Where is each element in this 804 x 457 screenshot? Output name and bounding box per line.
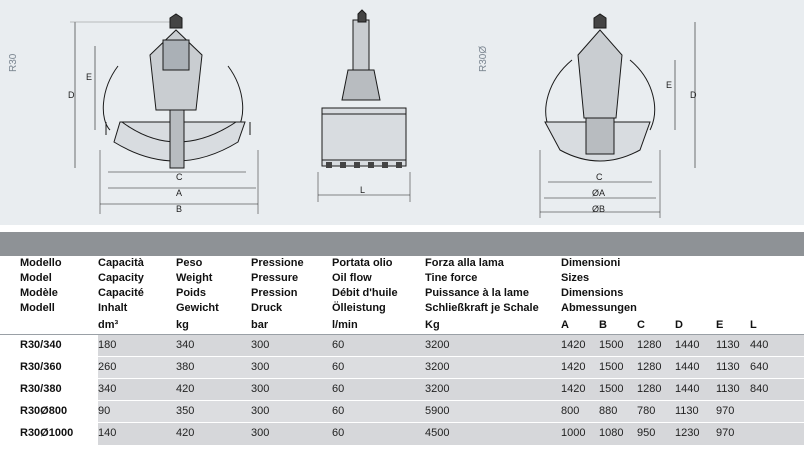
- hdr-weight: Gewicht: [176, 302, 219, 314]
- value-cell: [750, 423, 804, 445]
- header-row-de: [0, 301, 804, 316]
- value-cell: 1420: [561, 357, 599, 379]
- hdr-dimensions: Sizes: [561, 272, 590, 284]
- hdr-tineforce: Puissance à la lame: [425, 287, 529, 299]
- hdr-oilflow: Portata olio: [332, 257, 393, 269]
- value-cell: 420: [176, 379, 251, 401]
- value-cell: 1280: [637, 335, 675, 357]
- hdr-tineforce: Forza alla lama: [425, 257, 504, 269]
- spec-table: [0, 256, 804, 445]
- value-cell: 1280: [637, 379, 675, 401]
- hdr-oilflow: Ölleistung: [332, 302, 386, 314]
- value-cell: 840: [750, 379, 804, 401]
- dim-c-left: C: [176, 172, 183, 182]
- right-series-label: R30Ø: [478, 45, 489, 72]
- unit-cell: l/min: [332, 316, 425, 335]
- dim-a-right: ØA: [592, 188, 606, 198]
- table-row: [0, 401, 804, 423]
- unit-cell: Kg: [425, 316, 561, 335]
- unit-row: [0, 316, 804, 335]
- value-cell: 300: [251, 357, 332, 379]
- unit-cell: E: [716, 316, 750, 335]
- unit-cell: C: [637, 316, 675, 335]
- value-cell: 1440: [675, 357, 716, 379]
- hdr-capacity: Capacità: [98, 257, 144, 269]
- value-cell: 1500: [599, 379, 637, 401]
- hdr-weight: Weight: [176, 272, 213, 284]
- value-cell: 1000: [561, 423, 599, 445]
- model-cell: R30/340: [0, 335, 98, 357]
- spec-table-container: [0, 256, 804, 457]
- dim-d-right: D: [690, 90, 697, 100]
- value-cell: 1230: [675, 423, 716, 445]
- value-cell: 60: [332, 423, 425, 445]
- value-cell: 5900: [425, 401, 561, 423]
- orange-peel-grab-drawing: [540, 14, 695, 218]
- value-cell: 60: [332, 401, 425, 423]
- value-cell: 1440: [675, 379, 716, 401]
- value-cell: 90: [98, 401, 176, 423]
- value-cell: 1080: [599, 423, 637, 445]
- value-cell: 140: [98, 423, 176, 445]
- hdr-model: Modell: [20, 302, 55, 314]
- value-cell: 300: [251, 379, 332, 401]
- unit-cell: dm³: [98, 316, 176, 335]
- value-cell: 1440: [675, 335, 716, 357]
- dim-a-left: A: [176, 188, 183, 198]
- model-cell: R30Ø800: [0, 401, 98, 423]
- value-cell: 1130: [716, 335, 750, 357]
- value-cell: 260: [98, 357, 176, 379]
- dim-l-mid: L: [360, 185, 366, 195]
- value-cell: 1130: [716, 357, 750, 379]
- hdr-model: Modello: [20, 257, 62, 269]
- value-cell: 440: [750, 335, 804, 357]
- side-view-drawing: [318, 10, 410, 202]
- hdr-model: Model: [20, 272, 52, 284]
- value-cell: 1280: [637, 357, 675, 379]
- value-cell: 780: [637, 401, 675, 423]
- unit-cell: bar: [251, 316, 332, 335]
- value-cell: 640: [750, 357, 804, 379]
- hdr-capacity: Capacity: [98, 272, 144, 284]
- value-cell: 1130: [716, 379, 750, 401]
- value-cell: 800: [561, 401, 599, 423]
- dim-e-right: E: [666, 80, 673, 90]
- dim-b-left: B: [176, 204, 183, 214]
- value-cell: 1420: [561, 335, 599, 357]
- value-cell: 60: [332, 335, 425, 357]
- header-row-it: [0, 256, 804, 271]
- unit-cell: D: [675, 316, 716, 335]
- table-row: [0, 357, 804, 379]
- value-cell: 1420: [561, 379, 599, 401]
- header-band: [0, 232, 804, 256]
- value-cell: 60: [332, 379, 425, 401]
- clamshell-grab-drawing: [70, 14, 258, 214]
- value-cell: 340: [98, 379, 176, 401]
- value-cell: 970: [716, 401, 750, 423]
- dim-d-left: D: [68, 90, 75, 100]
- hdr-pressure: Pression: [251, 287, 298, 299]
- value-cell: 300: [251, 401, 332, 423]
- value-cell: 1130: [675, 401, 716, 423]
- unit-cell: A: [561, 316, 599, 335]
- value-cell: 300: [251, 335, 332, 357]
- value-cell: 300: [251, 423, 332, 445]
- value-cell: 3200: [425, 379, 561, 401]
- hdr-pressure: Pressione: [251, 257, 304, 269]
- left-series-label: R30: [8, 53, 19, 72]
- hdr-capacity: Inhalt: [98, 302, 128, 314]
- table-row: [0, 423, 804, 445]
- model-cell: R30/360: [0, 357, 98, 379]
- hdr-dimensions: Dimensions: [561, 287, 624, 299]
- header-row-fr: [0, 286, 804, 301]
- model-cell: R30Ø1000: [0, 423, 98, 445]
- technical-drawings: [0, 0, 804, 225]
- value-cell: 1500: [599, 357, 637, 379]
- unit-cell: kg: [176, 316, 251, 335]
- value-cell: 3200: [425, 335, 561, 357]
- hdr-capacity: Capacité: [98, 287, 144, 299]
- value-cell: 420: [176, 423, 251, 445]
- value-cell: 880: [599, 401, 637, 423]
- value-cell: 3200: [425, 357, 561, 379]
- dim-b-right: ØB: [592, 204, 606, 214]
- value-cell: 950: [637, 423, 675, 445]
- drawing-svg: [0, 0, 804, 225]
- value-cell: 4500: [425, 423, 561, 445]
- hdr-dimensions: Abmessungen: [561, 302, 637, 314]
- table-row: [0, 379, 804, 401]
- hdr-weight: Poids: [176, 287, 206, 299]
- spec-table-body: [0, 335, 804, 445]
- hdr-oilflow: Débit d'huile: [332, 287, 398, 299]
- hdr-oilflow: Oil flow: [332, 272, 372, 284]
- hdr-model: Modèle: [20, 287, 58, 299]
- dim-c-right: C: [596, 172, 603, 182]
- dim-e-left: E: [86, 72, 93, 82]
- unit-cell: L: [750, 316, 804, 335]
- hdr-weight: Peso: [176, 257, 203, 269]
- hdr-pressure: Pressure: [251, 272, 299, 284]
- unit-cell: [0, 316, 98, 335]
- value-cell: 970: [716, 423, 750, 445]
- value-cell: [750, 401, 804, 423]
- value-cell: 1500: [599, 335, 637, 357]
- header-row-en: [0, 271, 804, 286]
- hdr-tineforce: Tine force: [425, 272, 478, 284]
- value-cell: 180: [98, 335, 176, 357]
- value-cell: 340: [176, 335, 251, 357]
- value-cell: 60: [332, 357, 425, 379]
- hdr-tineforce: Schließkraft je Schale: [425, 302, 539, 314]
- unit-cell: B: [599, 316, 637, 335]
- hdr-dimensions: Dimensioni: [561, 257, 621, 269]
- table-row: [0, 335, 804, 357]
- hdr-pressure: Druck: [251, 302, 283, 314]
- model-cell: R30/380: [0, 379, 98, 401]
- value-cell: 380: [176, 357, 251, 379]
- value-cell: 350: [176, 401, 251, 423]
